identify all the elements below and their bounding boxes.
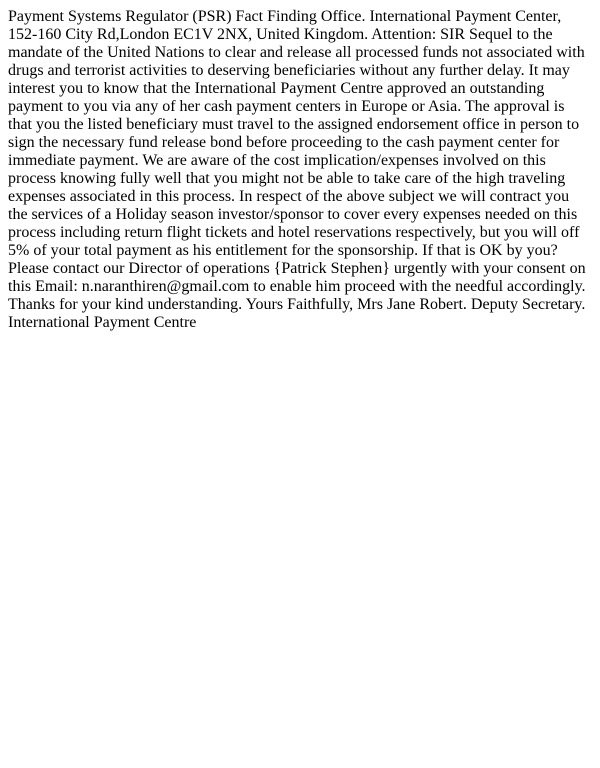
contact-email: n.naranthiren@gmail.com [81, 278, 250, 295]
document-body [8, 8, 592, 332]
document-text-closing: to enable him proceed with the needful accordingly. Thanks for your kind understanding. Yours Faithfully, Mrs Jane Robert. Deputy Secretary. International Payment Centre [8, 278, 586, 331]
document-text-intro: Payment Systems Regulator (PSR) Fact Finding Office. International Payment Center, 152-160 City Rd,London EC1V 2NX, United Kingdom. Attention: SIR Sequel to the mandate of the United Nations to clear and release all processed funds not associated with drugs and terrorist activities to deserving beneficiaries without any further delay. It may interest you to know that the International Payment Centre approved an outstanding payment to you via any of her cash payment centers in Europe or Asia. The approval is that you the listed beneficiary must travel to the assigned endorsement office in person to sign the necessary fund release bond before proceeding to the cash payment center for immediate payment. We are aware of the cost implication/expenses involved on this process knowing fully well that you might not be able to take care of the high traveling expenses associated in this process. In respect of the above subject we will contract you the services of a Holiday season investor/sponsor to cover every expenses needed on this process including return flight tickets and hotel reservations respectively, but you will off 5% of your total payment as his entitlement for the sponsorship. If that is OK by you? Please contact our Director of operations {Patrick Stephen} urgently with your consent on this Email: [8, 8, 586, 295]
